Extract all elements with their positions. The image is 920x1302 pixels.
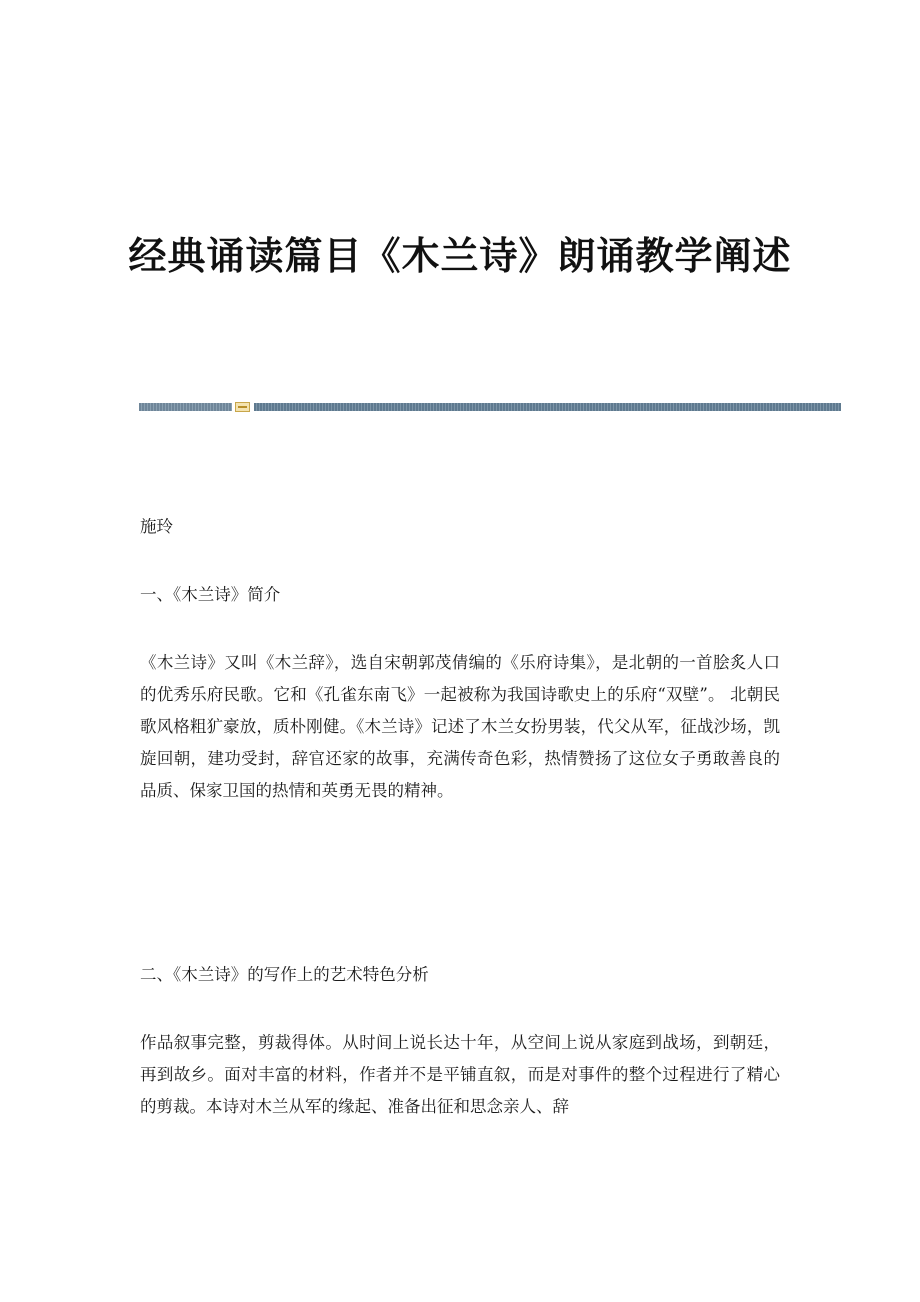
paragraph-text-1: 《木兰诗》又叫《木兰辞》，选自宋朝郭茂倩编的《乐府诗集》，是北朝的一首脍炙人口的优秀乐府民歌。它和《孔雀东南飞》一起被称为我国诗歌史上的乐府“双壁”。 北朝民歌风格粗犷豪放，质朴刚健。《木兰诗》记述了木兰女扮男装，代父从军，征战沙场，凯旋回朝，建功受封，辞官还家的故事，充满传奇色彩，热情赞扬了这位女子勇敢善良的品质、保家卫国的热情和英勇无畏的精神。	[140, 653, 780, 800]
title-divider	[139, 402, 841, 412]
divider-ornament-icon	[235, 402, 250, 412]
section-paragraph-1	[140, 647, 780, 807]
section-heading-1: 一、《木兰诗》简介	[140, 585, 281, 604]
section-heading-2: 二、《木兰诗》的写作上的艺术特色分析	[140, 965, 429, 984]
paragraph-text-2: 作品叙事完整，剪裁得体。从时间上说长达十年，从空间上说从家庭到战场，到朝廷，再到故乡。面对丰富的材料，作者并不是平铺直叙，而是对事件的整个过程进行了精心的剪裁。本诗对木兰从军的缘起、准备出征和思念亲人、辞	[140, 1033, 780, 1116]
divider-bar-right	[254, 403, 841, 411]
divider-bar-left	[139, 403, 232, 411]
document-title: 经典诵读篇目《木兰诗》朗诵教学阐述	[128, 234, 792, 278]
section-paragraph-2	[140, 1027, 780, 1123]
author-name: 施玲	[140, 517, 173, 536]
